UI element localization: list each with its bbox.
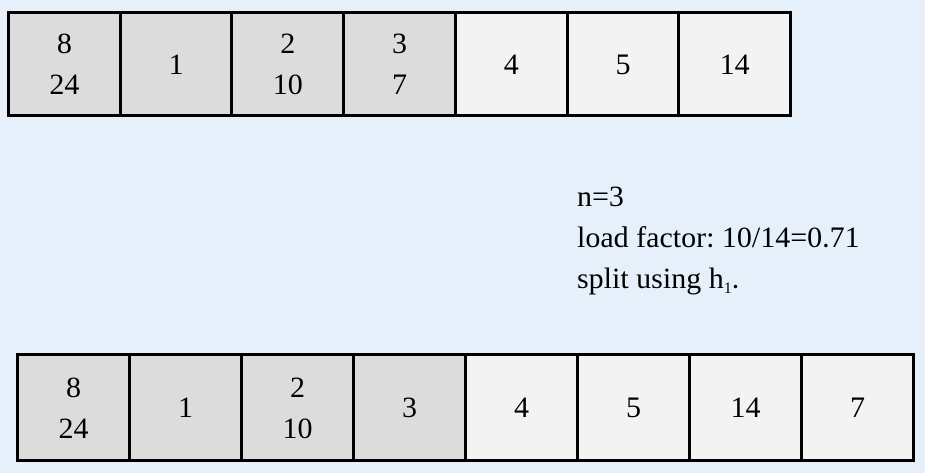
split-method-prefix: split using h xyxy=(577,262,724,295)
split-method-suffix: . xyxy=(731,262,740,295)
bucket-value: 1 xyxy=(178,391,193,424)
bucket-6 xyxy=(691,356,800,459)
bucket-value: 8 xyxy=(56,27,72,60)
load-factor-text: load factor: 10/14=0.71 xyxy=(577,221,860,254)
bucket-3 xyxy=(355,356,464,459)
bucket-value: 1 xyxy=(168,47,184,81)
bucket-value: 3 xyxy=(392,27,408,60)
bucket-6 xyxy=(680,14,789,114)
hash-table-after-split xyxy=(16,353,915,462)
bucket-3 xyxy=(345,14,454,114)
split-method-subscript: 1 xyxy=(723,280,732,297)
bucket-value: 14 xyxy=(719,47,750,81)
bucket-value: 3 xyxy=(402,391,417,424)
bucket-value: 10 xyxy=(272,68,303,101)
bucket-value: 2 xyxy=(280,27,296,60)
bucket-0 xyxy=(10,14,119,114)
bucket-2 xyxy=(243,356,352,459)
hash-table-before-split xyxy=(7,11,792,117)
bucket-value: 24 xyxy=(58,411,89,445)
bucket-5 xyxy=(579,356,688,459)
bucket-1 xyxy=(122,14,231,114)
bucket-value: 2 xyxy=(290,370,305,404)
bucket-value: 7 xyxy=(850,391,865,424)
bucket-value: 14 xyxy=(730,391,761,424)
bucket-4 xyxy=(467,356,576,459)
bucket-2 xyxy=(233,14,342,114)
bucket-value: 4 xyxy=(503,47,519,81)
bucket-value: 8 xyxy=(66,370,81,404)
bucket-value: 4 xyxy=(514,391,529,424)
bucket-value: 5 xyxy=(615,47,631,81)
split-notes xyxy=(577,176,860,299)
bucket-7 xyxy=(803,356,912,459)
bucket-value: 7 xyxy=(392,68,408,101)
bucket-4 xyxy=(457,14,566,114)
bucket-1 xyxy=(131,356,240,459)
n-value-text: n=3 xyxy=(577,180,624,213)
bucket-value: 10 xyxy=(282,411,313,445)
bucket-value: 5 xyxy=(626,391,641,424)
split-method-text xyxy=(577,258,860,299)
bucket-5 xyxy=(569,14,678,114)
bucket-0 xyxy=(19,356,128,459)
bucket-value: 24 xyxy=(49,68,80,101)
